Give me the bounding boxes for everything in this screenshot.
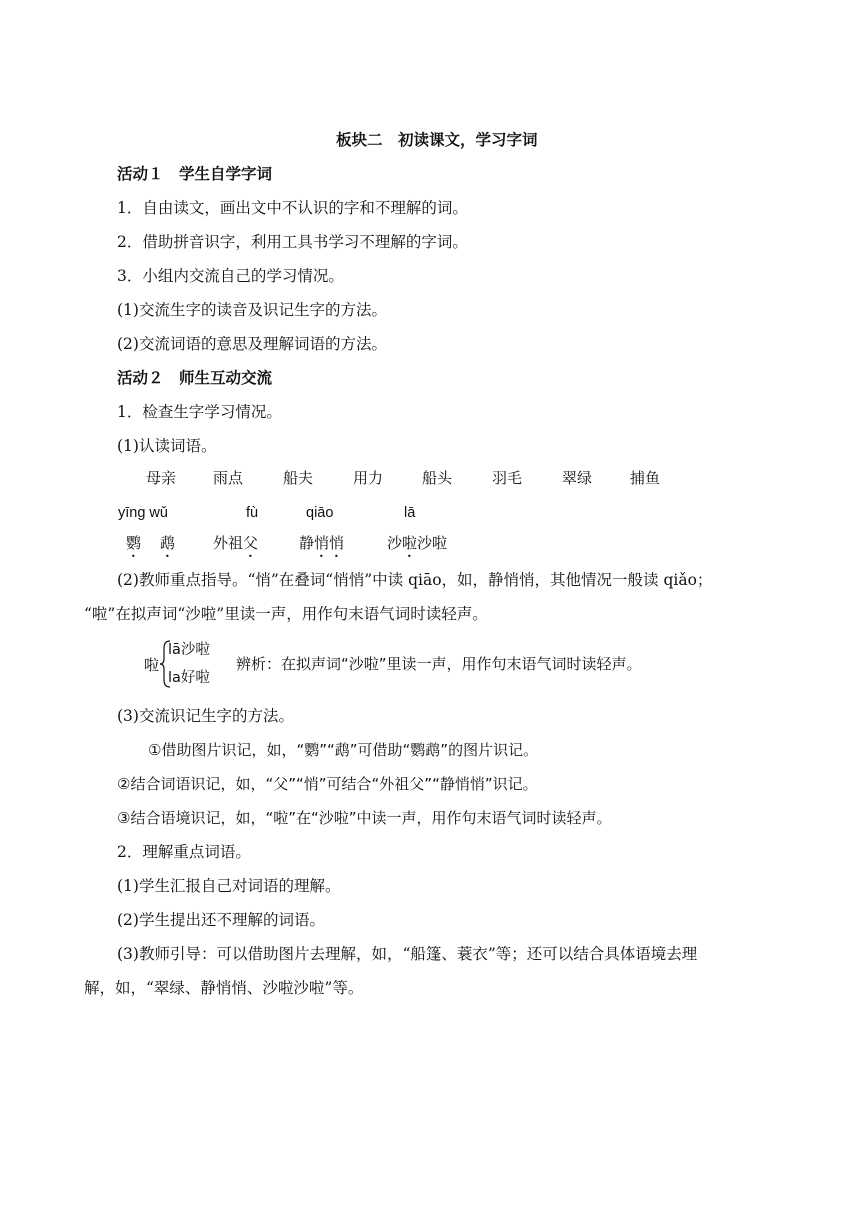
polyphone-reading-bottom: la好啦 xyxy=(168,670,210,686)
method-item: ①借助图片识记，如，“鹦”“鹉”可借助“鹦鹉”的图片识记。 xyxy=(148,741,539,759)
emphasized-char: 悄 xyxy=(314,534,330,552)
vocab-word: 羽毛 xyxy=(492,469,523,487)
section-title: 板块二 初读课文，学习字词 xyxy=(336,131,538,149)
activity2-sub3: (3)交流识记生字的方法。 xyxy=(117,707,294,725)
activity1-item: (2)交流词语的意思及理解词语的方法。 xyxy=(117,335,387,353)
pinyin: qiāo xyxy=(306,505,334,521)
method-item: ③结合语境识记，如，“啦”在“沙啦”中读一声，用作句末语气词时读轻声。 xyxy=(117,809,612,827)
activity2-step2-item: (3)教师引导：可以借助图片去理解，如，“船篷、蓑衣”等；还可以结合具体语境去理 xyxy=(117,945,698,963)
emphasized-char: 鹦 xyxy=(126,534,142,552)
activity1-item: 2．借助拼音识字，利用工具书学习不理解的字词。 xyxy=(117,233,468,251)
activity1-item: 3．小组内交流自己的学习情况。 xyxy=(117,267,344,285)
word-part: 沙啦 xyxy=(417,534,448,552)
word-part: 外祖 xyxy=(213,534,244,552)
vocab-word: 翠绿 xyxy=(562,469,593,487)
method-item: ②结合词语识记，如，“父”“悄”可结合“外祖父”“静悄悄”识记。 xyxy=(117,775,538,793)
polyphone-note: 辨析：在拟声词“沙啦”里读一声，用作句末语气词时读轻声。 xyxy=(236,655,642,673)
activity2-step2-item: (2)学生提出还不理解的词语。 xyxy=(117,911,325,929)
word-part: 静 xyxy=(299,534,315,552)
polyphone-reading-top: lā沙啦 xyxy=(168,642,210,658)
activity2-step2-item: (1)学生汇报自己对词语的理解。 xyxy=(117,877,341,895)
activity2-sub1: (1)认读词语。 xyxy=(117,437,217,455)
vocab-word: 用力 xyxy=(353,469,384,487)
vocab-word-pinyin xyxy=(160,532,175,561)
vocab-word-pinyin xyxy=(299,532,344,561)
activity1-item: 1．自由读文，画出文中不认识的字和不理解的词。 xyxy=(117,199,468,217)
activity2-step2-item-cont: 解，如，“翠绿、静悄悄、沙啦沙啦”等。 xyxy=(84,979,364,997)
activity2-step1: 1．检查生字学习情况。 xyxy=(117,403,282,421)
pinyin: fù xyxy=(246,505,259,521)
vocab-word: 船头 xyxy=(422,469,453,487)
activity2-step2: 2．理解重点词语。 xyxy=(117,843,251,861)
word-part: 沙 xyxy=(387,534,403,552)
vocab-word-pinyin xyxy=(126,532,141,561)
activity1-item: (1)交流生字的读音及识记生字的方法。 xyxy=(117,301,387,319)
emphasized-char: 悄 xyxy=(329,534,345,552)
emphasized-char: 鹉 xyxy=(160,534,176,552)
vocab-word: 雨点 xyxy=(213,469,244,487)
vocab-word: 母亲 xyxy=(146,469,177,487)
pinyin: lā xyxy=(404,505,416,521)
polyphone-char: 啦 xyxy=(144,656,160,674)
vocab-word-pinyin xyxy=(213,532,258,561)
activity2-sub2-cont: “啦”在拟声词“沙啦”里读一声，用作句末语气词时读轻声。 xyxy=(84,605,488,623)
activity2-sub2: (2)教师重点指导。“悄”在叠词“悄悄”中读 qiāo，如，静悄悄，其他情况一般读 qiǎo； xyxy=(117,571,713,589)
emphasized-char: 父 xyxy=(243,534,259,552)
activity1-heading: 活动１ 学生自学字词 xyxy=(117,165,273,183)
pinyin: yīng wǔ xyxy=(118,505,168,521)
vocab-word: 船夫 xyxy=(283,469,314,487)
activity2-heading: 活动２ 师生互动交流 xyxy=(117,369,273,387)
emphasized-char: 啦 xyxy=(402,534,418,552)
vocab-word: 捕鱼 xyxy=(630,469,661,487)
vocab-word-pinyin xyxy=(387,532,447,561)
